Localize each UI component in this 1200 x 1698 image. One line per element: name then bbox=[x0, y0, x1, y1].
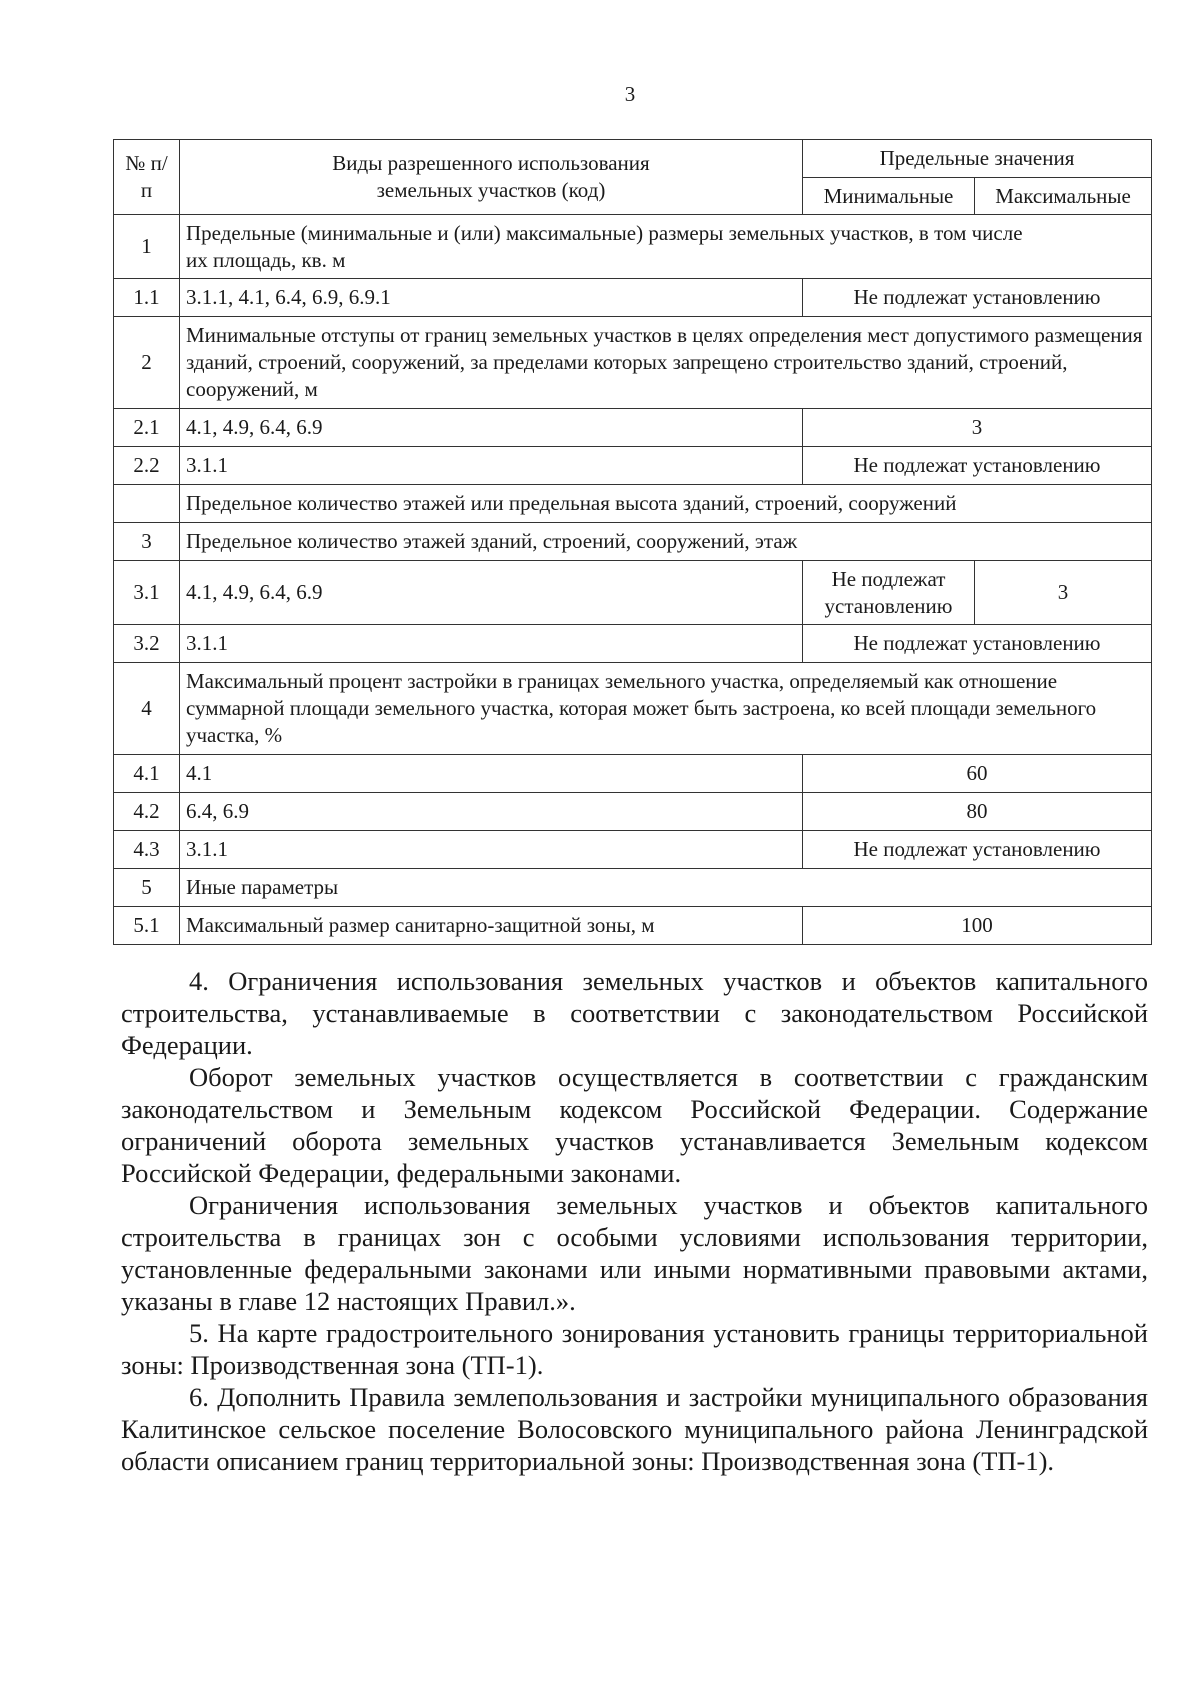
paragraph: 6. Дополнить Правила землепользования и застройки муниципального образования Калитинское сельское поселение Волосовского муниципального района Ленинградской области описанием границ территориальной зоны: Производственная зона (ТП-1). bbox=[121, 1382, 1148, 1476]
paragraph: Ограничения использования земельных участков и объектов капитального строительства в границах зон с особыми условиями использования территории, установленные федеральными законами или иными нормативными правовыми актами, указаны в главе 12 настоящих Правил.». bbox=[121, 1190, 1148, 1316]
row-num: 3.1 bbox=[114, 561, 180, 625]
row-num: 5 bbox=[114, 869, 180, 907]
row-value: 60 bbox=[803, 755, 1152, 793]
row-codes: 4.1, 4.9, 6.4, 6.9 bbox=[180, 561, 803, 625]
row-value: 100 bbox=[803, 907, 1152, 945]
table-row bbox=[114, 755, 1152, 793]
row-num: 1.1 bbox=[114, 279, 180, 317]
row-codes: 6.4, 6.9 bbox=[180, 793, 803, 831]
table-row bbox=[114, 447, 1152, 485]
table-row bbox=[114, 523, 1152, 561]
paragraph: 4. Ограничения использования земельных участков и объектов капитального строительства, устанавливаемые в соответствии с законодательством Российской Федерации. bbox=[121, 966, 1148, 1060]
row-codes: 4.1, 4.9, 6.4, 6.9 bbox=[180, 409, 803, 447]
table-row bbox=[114, 907, 1152, 945]
row-value: Не подлежат установлению bbox=[803, 831, 1152, 869]
table-row bbox=[114, 215, 1152, 279]
header-min: Минимальные bbox=[803, 178, 975, 215]
table-row bbox=[114, 317, 1152, 409]
row-codes: 3.1.1 bbox=[180, 447, 803, 485]
table-row bbox=[114, 793, 1152, 831]
page-number: 3 bbox=[624, 82, 636, 106]
document-body bbox=[121, 965, 1148, 1477]
row-codes: 3.1.1 bbox=[180, 625, 803, 663]
paragraph: Оборот земельных участков осуществляется в соответствии с гражданским законодательством и Земельным кодексом Российской Федерации. Содержание ограничений оборота земельных участков устанавливается Земельным кодексом Российской Федерации, федеральными законами. bbox=[121, 1062, 1148, 1188]
parameters-table bbox=[113, 139, 1152, 945]
header-type: Виды разрешенного использования земельных участков (код) bbox=[180, 140, 803, 215]
row-text: Предельное количество этажей зданий, строений, сооружений, этаж bbox=[180, 523, 1152, 561]
row-codes: Максимальный размер санитарно-защитной зоны, м bbox=[180, 907, 803, 945]
header-max: Максимальные bbox=[975, 178, 1152, 215]
row-num: 4.2 bbox=[114, 793, 180, 831]
table-row bbox=[114, 831, 1152, 869]
row-text: Предельные (минимальные и (или) максимальные) размеры земельных участков, в том числе их площадь, кв. м bbox=[180, 215, 1152, 279]
row-codes: 3.1.1, 4.1, 6.4, 6.9, 6.9.1 bbox=[180, 279, 803, 317]
row-value: Не подлежат установлению bbox=[803, 447, 1152, 485]
row-value: 80 bbox=[803, 793, 1152, 831]
header-num: № п/п bbox=[114, 140, 180, 215]
row-num: 2.1 bbox=[114, 409, 180, 447]
row-num: 5.1 bbox=[114, 907, 180, 945]
table-header-row bbox=[114, 140, 1152, 178]
row-min: Не подлежат установлению bbox=[803, 561, 975, 625]
row-text: Минимальные отступы от границ земельных участков в целях определения мест допустимого размещения зданий, строений, сооружений, за пределами которых запрещено строительство зданий, строений, сооружений, м bbox=[180, 317, 1152, 409]
table-row bbox=[114, 279, 1152, 317]
row-text: Иные параметры bbox=[180, 869, 1152, 907]
row-max: 3 bbox=[975, 561, 1152, 625]
row-num: 4 bbox=[114, 663, 180, 755]
row-num: 3.2 bbox=[114, 625, 180, 663]
row-num: 1 bbox=[114, 215, 180, 279]
row-num: 2 bbox=[114, 317, 180, 409]
paragraph: 5. На карте градостроительного зонирования установить границы территориальной зоны: Производственная зона (ТП-1). bbox=[121, 1318, 1148, 1380]
row-num: 3 bbox=[114, 523, 180, 561]
header-limits: Предельные значения bbox=[803, 140, 1152, 178]
row-num: 2.2 bbox=[114, 447, 180, 485]
table-row bbox=[114, 663, 1152, 755]
row-num: 4.3 bbox=[114, 831, 180, 869]
row-text: Предельное количество этажей или предельная высота зданий, строений, сооружений bbox=[180, 485, 1152, 523]
table-row bbox=[114, 485, 1152, 523]
table-row bbox=[114, 869, 1152, 907]
row-value: Не подлежат установлению bbox=[803, 625, 1152, 663]
row-value: 3 bbox=[803, 409, 1152, 447]
row-value: Не подлежат установлению bbox=[803, 279, 1152, 317]
table-row bbox=[114, 409, 1152, 447]
row-text: Максимальный процент застройки в границах земельного участка, определяемый как отношение суммарной площади земельного участка, которая может быть застроена, ко всей площади земельного участка, % bbox=[180, 663, 1152, 755]
row-codes: 4.1 bbox=[180, 755, 803, 793]
table-row bbox=[114, 625, 1152, 663]
table-row bbox=[114, 561, 1152, 625]
row-codes: 3.1.1 bbox=[180, 831, 803, 869]
row-num: 4.1 bbox=[114, 755, 180, 793]
